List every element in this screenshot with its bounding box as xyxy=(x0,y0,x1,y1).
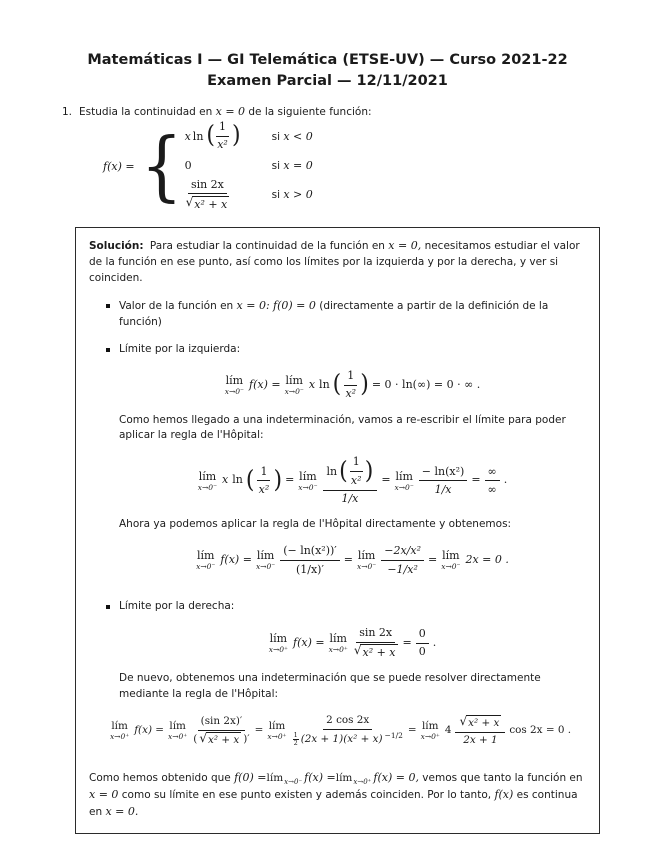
fraction: 2 cos 2x 1 2 (2x + 1)(x² + x) −1/2 xyxy=(293,714,403,748)
radical-icon: √ xyxy=(353,643,362,658)
equation-left-3 xyxy=(119,544,586,577)
fraction-numerator: sin 2x xyxy=(188,178,227,195)
title-line-2: Examen Parcial — 12/11/2021 xyxy=(207,73,448,89)
equation-right-1 xyxy=(119,626,586,661)
fraction-denominator xyxy=(353,643,399,661)
close-paren: ) xyxy=(364,457,374,485)
closing-math-5: f(x) xyxy=(494,788,514,802)
period: . xyxy=(503,473,508,487)
title-line-1: Matemáticas I — GI Telemática (ETSE-UV) — Curso 2021-22 xyxy=(87,52,568,68)
fraction-denominator xyxy=(292,730,404,747)
si-word: si xyxy=(271,159,280,172)
infinity-fraction: $\frac{\infty}{\infty}$ xyxy=(485,465,500,498)
equation-tail: cos 2x = 0 . xyxy=(509,724,572,737)
period: . xyxy=(432,635,437,649)
bullet-function-value xyxy=(106,298,586,331)
equals-sign: = xyxy=(402,635,412,649)
paragraph-right-lhopital: De nuevo, obtenemos una indeterminación que se puede resolver directamente mediante la regla de l'Hôpital: xyxy=(119,672,541,701)
solution-intro xyxy=(89,238,586,287)
case-1-expression xyxy=(185,120,242,153)
radical-icon: √ xyxy=(459,713,468,728)
limit-operator: lím x→0⁻ xyxy=(197,469,218,492)
derivative-fraction: (sin 2x)′ ( √ x² + x )′ xyxy=(193,714,250,747)
limit-operator: lím x→0⁺ xyxy=(168,720,188,742)
limit-operator: lím x→0⁻ xyxy=(357,549,377,572)
square-root xyxy=(186,196,230,212)
condition-math: x > 0 xyxy=(283,188,313,202)
zero-fraction: $\frac{0}{0}$ xyxy=(416,627,429,660)
si-word: si xyxy=(271,189,280,202)
ln-operator: ln xyxy=(232,473,243,487)
case-2-condition xyxy=(272,159,313,172)
radical-icon: √ xyxy=(199,731,207,746)
equation-left-2 xyxy=(119,455,586,506)
square-root xyxy=(354,644,398,660)
equation-tail: = 0 · ln(∞) = 0 · ∞ . xyxy=(371,377,481,391)
fraction-numerator xyxy=(455,715,505,733)
fraction: $\frac{\text{− ln(x²)}}{1/x}$ xyxy=(419,465,468,498)
case-2-expression xyxy=(185,159,242,172)
radicand: x² + x xyxy=(468,716,500,729)
radical-icon: √ xyxy=(185,194,194,209)
intro-text-2: necesitamos estudiar el valor de la función en ese punto, así como los límites por la izquierda y por la derecha, y ver si coinciden. xyxy=(89,240,580,285)
b1-text-2: (directamente a partir de la definición de la función) xyxy=(119,300,549,328)
fraction xyxy=(216,120,229,153)
limit-operator: lím x→0⁺ xyxy=(267,720,287,742)
condition-math: x < 0 xyxy=(283,129,313,143)
closing-math-1: f(0) = xyxy=(234,770,267,784)
left-brace-glyph: { xyxy=(140,121,183,211)
cases-grid xyxy=(185,120,313,212)
fx-equals: f(x) = xyxy=(249,377,281,391)
equals-sign: = xyxy=(471,473,481,487)
closing-math-4: x = 0 xyxy=(89,788,119,802)
equals-sign: = xyxy=(285,473,295,487)
bullet-icon xyxy=(106,348,110,352)
fraction-numerator: 1 xyxy=(216,120,229,137)
equation-right-2 xyxy=(85,714,596,747)
intro-text-1: Para estudiar la continuidad de la función en xyxy=(149,240,385,253)
closing-text-3: como su límite en ese punto existen y además coinciden. Por lo tanto, xyxy=(121,789,492,802)
exponent: −1/2 xyxy=(384,730,403,740)
limit-operator: lím x→0⁻ xyxy=(224,373,244,396)
radicand: x² + x xyxy=(362,646,396,660)
b1-math-1: x = 0: xyxy=(236,299,270,313)
problem-inline-math: x = 0 xyxy=(215,105,246,118)
problem-text-after: de la siguiente función: xyxy=(248,106,372,118)
open-paren: ( xyxy=(245,466,255,495)
fraction-numerator xyxy=(323,455,378,490)
closing-math-3: f(x) = 0, xyxy=(373,770,419,784)
nested-fraction: ln ( $\frac{1}{\text{x²}}$ ) 1/x xyxy=(323,455,378,506)
one-half-fraction: 1 2 xyxy=(293,730,298,748)
solution-box xyxy=(75,227,600,834)
lim-word: lím xyxy=(335,771,353,784)
equals-sign: = xyxy=(254,724,264,737)
bullet-list xyxy=(89,298,586,759)
document-header xyxy=(0,0,655,92)
paragraph-rewrite-lhopital: Como hemos llegado a una indeterminación, vamos a re-escribir el límite para poder aplicar la regla de l'Hôpital: xyxy=(119,413,566,442)
closing-text-4: es continua en xyxy=(89,789,578,819)
function-lhs: f(x) = xyxy=(103,159,135,173)
limit-operator: lím x→0⁻ xyxy=(441,549,461,572)
closing-paragraph xyxy=(89,770,586,822)
equation-tail: 2x = 0 . xyxy=(465,553,509,567)
fraction-denominator xyxy=(185,194,231,212)
limit-operator: lím x→0⁻ xyxy=(284,373,304,396)
limit-operator: lím x→0⁺ xyxy=(268,631,288,654)
limit-operator: lím x→0⁻ xyxy=(298,469,318,492)
fraction: $\frac{1}{\text{x²}}$ xyxy=(258,464,270,496)
fraction: sin 2x √ x² + x xyxy=(353,626,399,661)
closing-text-1: Como hemos obtenido que xyxy=(89,771,231,784)
left-limit-label: Límite por la izquierda: xyxy=(119,342,241,355)
case-1-condition xyxy=(272,130,313,143)
ln-operator: ln xyxy=(192,129,204,143)
problem-statement xyxy=(62,105,655,118)
ln-operator: ln xyxy=(326,464,338,478)
limit-operator: lím x→0⁻ xyxy=(255,549,276,572)
var-x: x xyxy=(184,129,191,143)
close-paren-prime: )′ xyxy=(243,733,250,746)
fraction: $\frac{\text{−2x/x²}}{\text{−1/x²}}$ xyxy=(381,544,424,577)
bullet-icon xyxy=(106,304,110,308)
fraction: √ x² + x 2x + 1 xyxy=(455,715,505,748)
coefficient: 4 xyxy=(444,724,452,737)
lim-subscript: x→0⁺ xyxy=(353,777,372,786)
fraction-denominator xyxy=(192,731,250,748)
problem-number: 1. xyxy=(62,106,73,118)
zero-value: 0 xyxy=(184,158,192,172)
closing-math-6: x = 0. xyxy=(105,805,139,819)
bullet-body xyxy=(119,298,586,331)
intro-inline-math: x = 0, xyxy=(388,239,422,253)
condition-math: x = 0 xyxy=(283,158,313,172)
right-limit-label: Límite por la derecha: xyxy=(119,599,235,612)
bullet-right-limit xyxy=(106,599,586,759)
case-3-expression xyxy=(185,178,242,213)
b1-math-2: f(0) = 0 xyxy=(273,299,316,313)
limit-operator: lím x→0⁺ xyxy=(420,720,440,742)
limit-operator: lím x→0⁺ xyxy=(328,631,348,654)
closing-text-2: vemos que tanto la función en xyxy=(422,771,583,784)
fraction: $\frac{1}{\text{x²}}$ xyxy=(350,455,362,487)
limit-operator: lím x→0⁻ xyxy=(196,549,216,572)
radicand: x² + x xyxy=(207,734,240,747)
open-paren: ( xyxy=(339,457,348,485)
square-root xyxy=(459,715,501,731)
equation-left-1 xyxy=(119,369,586,402)
limit-operator: lím x→0⁺ xyxy=(109,720,130,742)
si-word: si xyxy=(271,130,280,143)
fx-equals: f(x) = xyxy=(293,635,325,649)
square-root xyxy=(199,732,241,748)
piecewise-function xyxy=(103,120,655,212)
close-paren: ) xyxy=(232,121,241,150)
problem-text-before: Estudia la continuidad en xyxy=(79,106,213,118)
fraction: $\frac{1}{\text{x²}}$ xyxy=(345,368,357,401)
open-paren: ( xyxy=(193,733,198,746)
fx-equals: f(x) = xyxy=(134,724,165,737)
lim-word: lím xyxy=(266,771,284,784)
b1-text-1: Valor de la función en xyxy=(119,300,234,313)
fx-equals: f(x) = xyxy=(220,553,252,567)
bullet-body xyxy=(109,599,586,759)
fraction xyxy=(185,178,231,213)
case-3-condition xyxy=(272,188,313,201)
lim-subscript: x→0⁻ xyxy=(284,777,303,786)
var-x: x xyxy=(308,377,316,391)
equals-sign: = xyxy=(407,724,417,737)
equals-sign: = xyxy=(428,553,438,567)
close-paren: ) xyxy=(273,466,283,495)
paragraph-apply-lhopital: Ahora ya podemos aplicar la regla de l'Hôpital directamente y obtenemos: xyxy=(119,518,512,531)
denominator-body: (2x + 1)(x² + x) xyxy=(300,733,383,746)
close-paren: ) xyxy=(360,370,369,399)
radicand: x² + x xyxy=(194,197,228,211)
equals-sign: = xyxy=(343,553,353,567)
bullet-icon xyxy=(106,605,110,609)
equals-sign: = xyxy=(381,473,391,487)
fraction-denominator: x² xyxy=(217,138,228,152)
var-x: x xyxy=(222,473,229,487)
closing-math-2: f(x) = xyxy=(304,770,336,784)
solution-label: Solución: xyxy=(89,240,144,253)
open-paren: ( xyxy=(332,370,342,399)
open-paren: ( xyxy=(206,121,215,150)
ln-operator: ln xyxy=(319,377,330,391)
limit-operator: lím x→0⁻ xyxy=(394,469,414,492)
bullet-body xyxy=(119,342,586,588)
derivative-fraction: $\frac{\text{(− ln(x²))′}}{(1/x)'}$ xyxy=(280,544,340,577)
bullet-left-limit xyxy=(106,342,586,588)
